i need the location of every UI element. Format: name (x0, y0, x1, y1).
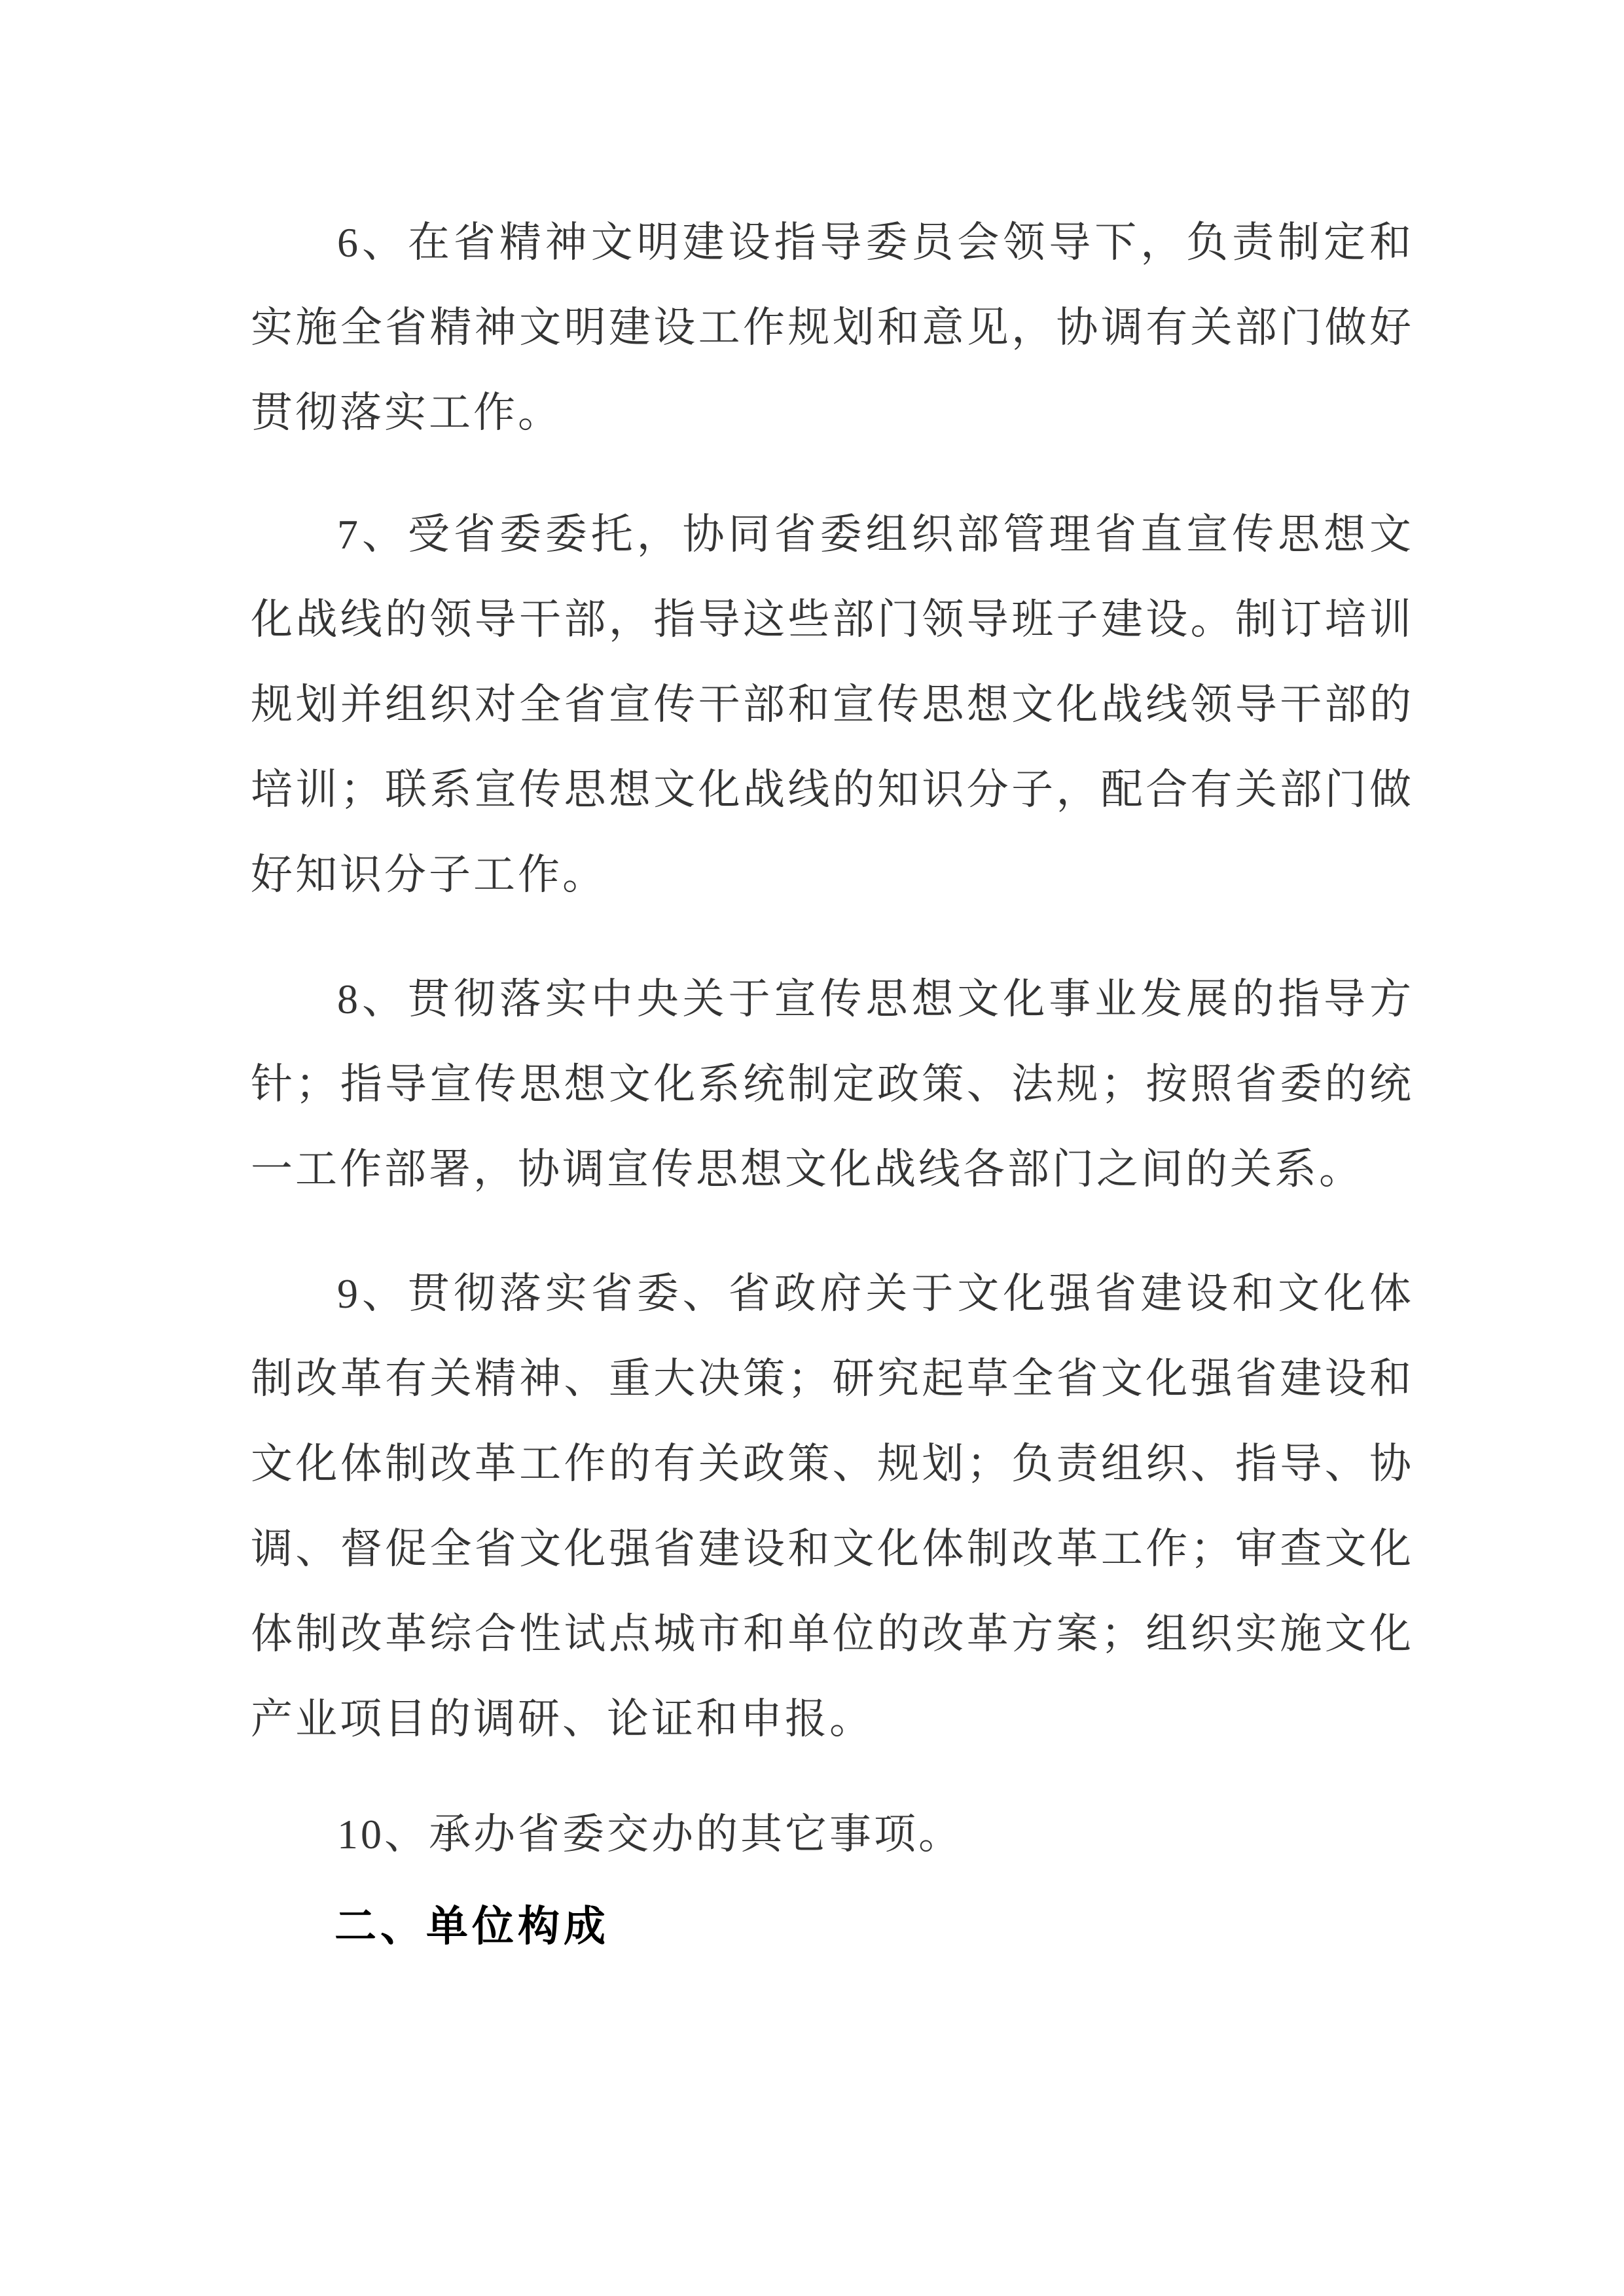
duty-item-8-paragraph: 8、贯彻落实中央关于宣传思想文化事业发展的指导方针；指导宣传思想文化系统制定政策、法规；按照省委的统一工作部署，协调宣传思想文化战线各部门之间的关系。 (251, 976, 1414, 1193)
duty-item-10-paragraph: 10、承办省委交办的其它事项。 (337, 1811, 963, 1857)
duty-item-7-paragraph: 7、受省委委托，协同省委组织部管理省直宣传思想文化战线的领导干部，指导这些部门领导班子建设。制订培训规划并组织对全省宣传干部和宣传思想文化战线领导干部的培训；联系宣传思想文化战线的知识分子，配合有关部门做好知识分子工作。 (251, 511, 1414, 898)
duty-item-9-paragraph: 9、贯彻落实省委、省政府关于文化强省建设和文化体制改革有关精神、重大决策；研究起草全省文化强省建设和文化体制改革工作的有关政策、规划；负责组织、指导、协调、督促全省文化强省建设和文化体制改革工作；审查文化体制改革综合性试点城市和单位的改革方案；组织实施文化产业项目的调研、论证和申报。 (251, 1270, 1414, 1742)
duty-item-6-paragraph: 6、在省精神文明建设指导委员会领导下，负责制定和实施全省精神文明建设工作规划和意见，协调有关部门做好贯彻落实工作。 (251, 219, 1414, 436)
document-body (251, 200, 1414, 1969)
section-heading-unit-composition: 二、单位构成 (334, 1903, 609, 1950)
